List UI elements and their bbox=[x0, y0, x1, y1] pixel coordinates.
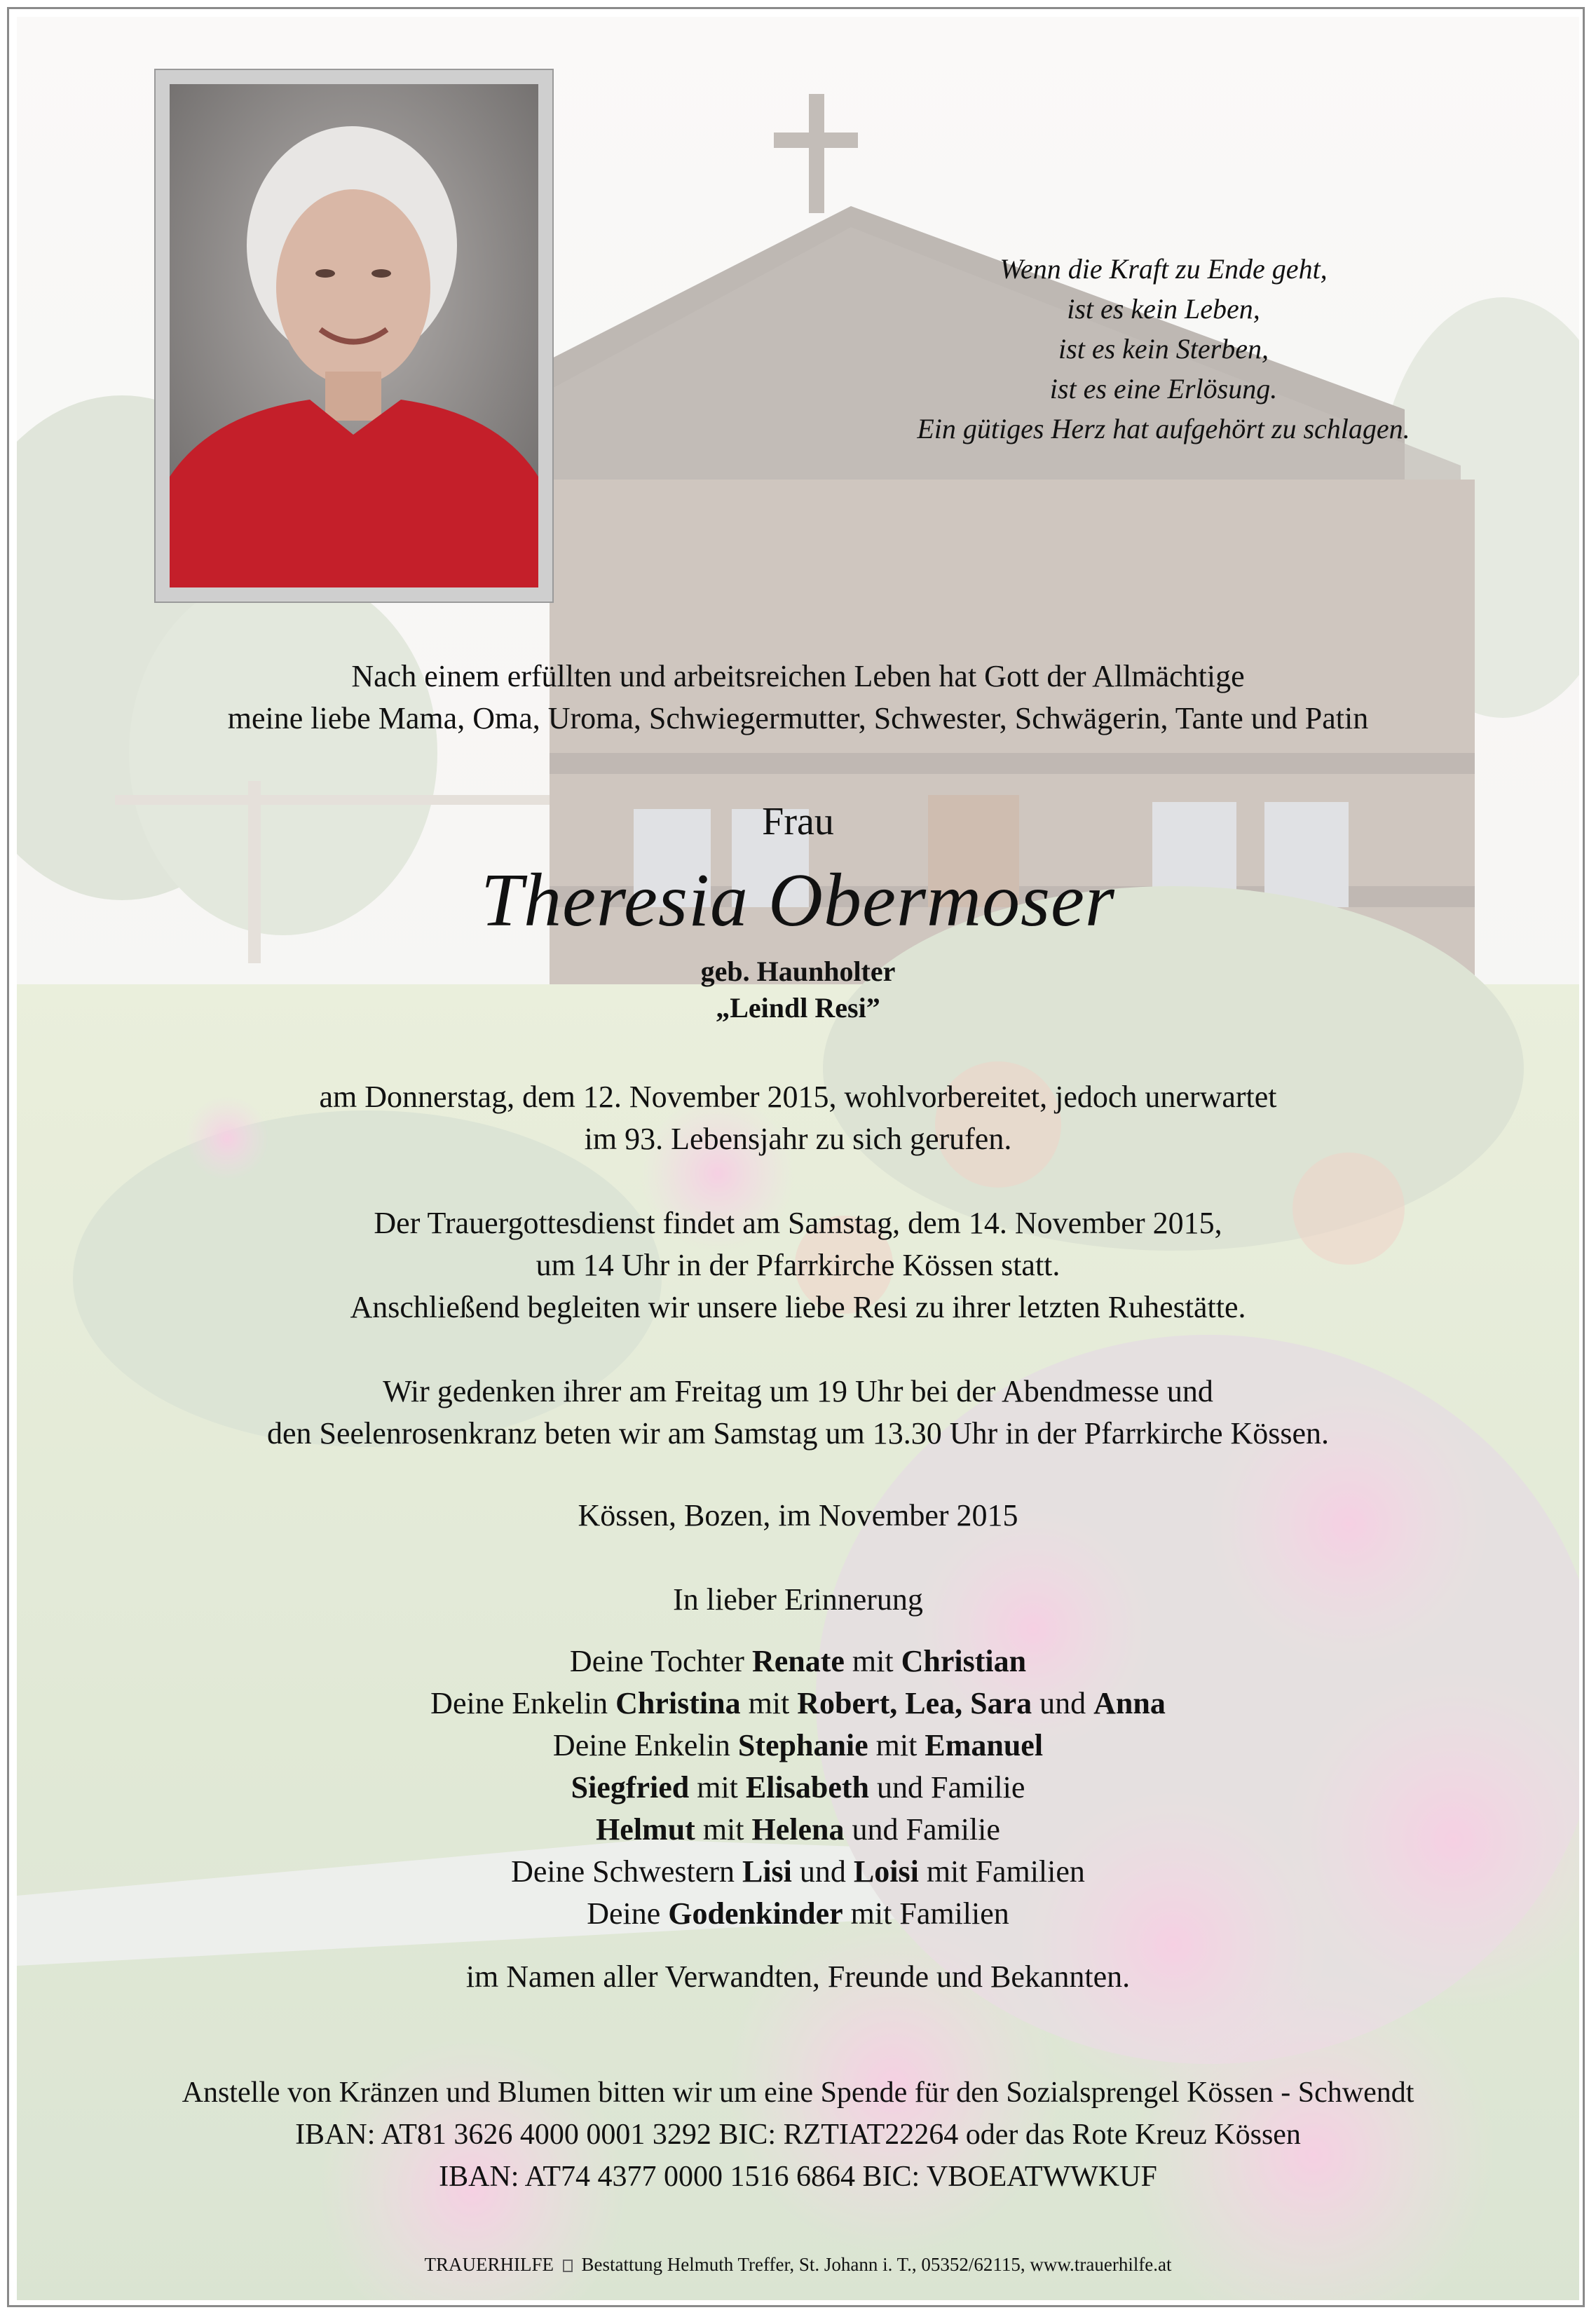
family-member-name: Anna bbox=[1093, 1686, 1166, 1720]
intro-text bbox=[0, 655, 1596, 740]
family-member-name: Lisi bbox=[742, 1854, 792, 1889]
family-relation-text: mit bbox=[689, 1770, 746, 1805]
elderly-woman-portrait bbox=[170, 84, 538, 587]
family-relation-text: Deine Enkelin bbox=[430, 1686, 616, 1720]
intro-line: Nach einem erfüllten und arbeitsreichen Leben hat Gott der Allmächtige bbox=[351, 659, 1245, 693]
nickname: „Leindl Resi” bbox=[716, 992, 880, 1024]
family-relation-text: Deine Tochter bbox=[569, 1644, 752, 1678]
family-member-name: Helena bbox=[751, 1812, 845, 1847]
family-member-line bbox=[0, 1767, 1596, 1809]
footer-brand: TRAUERHILFE bbox=[424, 2254, 554, 2275]
place-date: Kössen, Bozen, im November 2015 bbox=[578, 1498, 1018, 1533]
service-line: Anschließend begleiten wir unsere liebe Resi zu ihrer letzten Ruhestätte. bbox=[350, 1290, 1246, 1324]
quote-line: Ein gütiges Herz hat aufgehört zu schlagen. bbox=[917, 413, 1410, 444]
family-relation-text: und Familie bbox=[844, 1812, 1000, 1847]
funeral-service bbox=[0, 1202, 1596, 1329]
family-relation-text: mit bbox=[844, 1644, 901, 1678]
family-relation-text: und bbox=[1032, 1686, 1094, 1720]
family-relation-text: mit bbox=[740, 1686, 798, 1720]
donation-notice bbox=[0, 2072, 1596, 2198]
family-member-name: Stephanie bbox=[737, 1728, 868, 1762]
family-member-line bbox=[0, 1683, 1596, 1725]
donation-line: Anstelle von Kränzen und Blumen bitten wir um eine Spende für den Sozialsprengel Kössen - Schwendt bbox=[182, 2077, 1414, 2109]
family-member-name: Godenkinder bbox=[668, 1896, 843, 1931]
quote-line: ist es kein Sterben, bbox=[1058, 333, 1269, 365]
intro-line: meine liebe Mama, Oma, Uroma, Schwiegermutter, Schwester, Schwägerin, Tante und Patin bbox=[227, 701, 1369, 735]
family-relation-text: mit Familien bbox=[918, 1854, 1085, 1889]
service-line: Der Trauergottesdienst findet am Samstag, dem 14. November 2015, bbox=[374, 1206, 1222, 1240]
small-square-icon bbox=[563, 2260, 573, 2272]
family-member-name: Christian bbox=[901, 1644, 1027, 1678]
quote-line: ist es eine Erlösung. bbox=[1049, 373, 1278, 405]
family-member-line bbox=[0, 1851, 1596, 1893]
quote-line: Wenn die Kraft zu Ende geht, bbox=[1000, 253, 1328, 285]
family-member-name: Robert, Lea, Sara bbox=[797, 1686, 1032, 1720]
family-member-line bbox=[0, 1809, 1596, 1851]
donation-line: IBAN: AT81 3626 4000 0001 3292 BIC: RZTIAT22264 oder das Rote Kreuz Kössen bbox=[295, 2119, 1301, 2151]
donation-line: IBAN: AT74 4377 0000 1516 6864 BIC: VBOEATWWKUF bbox=[439, 2161, 1157, 2193]
closing-line: im Namen aller Verwandten, Freunde und Bekannten. bbox=[465, 1959, 1131, 1994]
portrait-photo bbox=[170, 84, 538, 587]
quote-line: ist es kein Leben, bbox=[1067, 293, 1260, 325]
deceased-name: Theresia Obermoser bbox=[481, 859, 1115, 942]
family-relation-text: und Familie bbox=[868, 1770, 1025, 1805]
family-member-name: Renate bbox=[751, 1644, 845, 1678]
family-member-name: Loisi bbox=[853, 1854, 919, 1889]
family-relation-text: Deine Enkelin bbox=[552, 1728, 738, 1762]
family-relation-text: Deine Schwestern bbox=[511, 1854, 742, 1889]
family-relation-text: und bbox=[791, 1854, 854, 1889]
family-member-name: Elisabeth bbox=[745, 1770, 869, 1805]
family-member-line bbox=[0, 1725, 1596, 1767]
family-member-line bbox=[0, 1893, 1596, 1935]
death-line: am Donnerstag, dem 12. November 2015, wohlvorbereitet, jedoch unerwartet bbox=[319, 1080, 1277, 1114]
family-member-name: Siegfried bbox=[571, 1770, 690, 1805]
family-member-name: Emanuel bbox=[925, 1728, 1044, 1762]
portrait-frame bbox=[154, 69, 554, 603]
footer-text: Bestattung Helmuth Treffer, St. Johann i. T., 05352/62115, www.trauerhilfe.at bbox=[581, 2254, 1172, 2275]
family-relation-text: mit bbox=[868, 1728, 925, 1762]
family-member-line bbox=[0, 1640, 1596, 1683]
prayer-line: Wir gedenken ihrer am Freitag um 19 Uhr bei der Abendmesse und bbox=[383, 1374, 1213, 1408]
family-member-name: Helmut bbox=[596, 1812, 695, 1847]
family-relation-text: mit Familien bbox=[843, 1896, 1009, 1931]
family-relation-text: mit bbox=[695, 1812, 752, 1847]
death-line: im 93. Lebensjahr zu sich gerufen. bbox=[584, 1122, 1012, 1156]
family-relation-text: Deine bbox=[587, 1896, 669, 1931]
death-notice bbox=[0, 1076, 1596, 1160]
prayer-notice bbox=[0, 1371, 1596, 1455]
service-line: um 14 Uhr in der Pfarrkirche Kössen statt. bbox=[536, 1248, 1060, 1282]
birth-name: geb. Haunholter bbox=[700, 956, 896, 987]
prayer-line: den Seelenrosenkranz beten wir am Samstag um 13.30 Uhr in der Pfarrkirche Kössen. bbox=[266, 1416, 1330, 1450]
family-list bbox=[0, 1640, 1596, 1935]
remembrance-heading: In lieber Erinnerung bbox=[673, 1582, 923, 1617]
family-member-name: Christina bbox=[615, 1686, 741, 1720]
salutation: Frau bbox=[762, 800, 834, 843]
footer bbox=[0, 2254, 1596, 2276]
memorial-quote bbox=[827, 249, 1500, 449]
